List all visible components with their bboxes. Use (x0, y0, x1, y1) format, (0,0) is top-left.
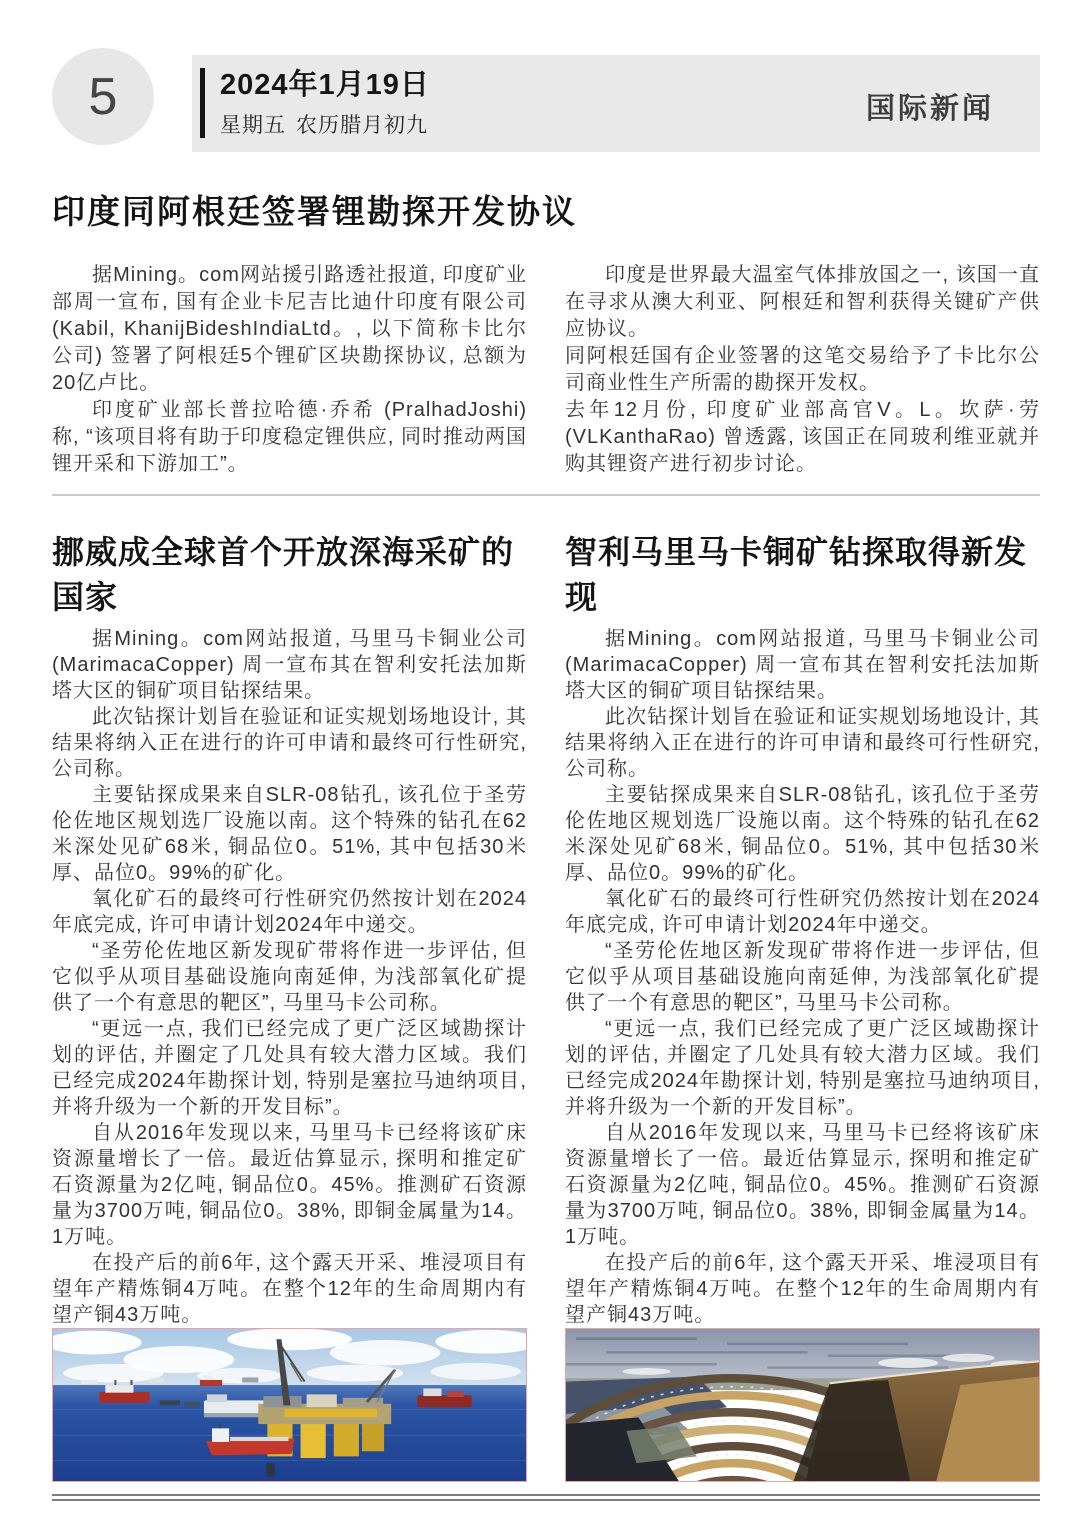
paragraph: “更远一点, 我们已经完成了更广泛区域勘探计划的评估, 并圈定了几处具有较大潜力区域。我们已经完成2024年勘探计划, 特别是塞拉马迪纳项目, 并将升级为一个新的开发目标”。 (565, 1018, 1040, 1118)
paragraph: 据Mining。com网站报道, 马里马卡铜业公司 (MarimacaCopper) 周一宣布其在智利安托法加斯塔大区的铜矿项目钻探结果。 (565, 628, 1040, 702)
article-lithium-title: 印度同阿根廷签署锂勘探开发协议 (52, 193, 577, 230)
page-number-badge (52, 48, 154, 145)
paragraph: 自从2016年发现以来, 马里马卡已经将该矿床资源量增长了一倍。最近估算显示, 探明和推定矿石资源量为2亿吨, 铜品位0。45%。推测矿石资源量为3700万吨, 铜品位0。38%, 即铜金属量为14。1万吨。 (52, 1122, 527, 1248)
paragraph: “圣劳伦佐地区新发现矿带将作进一步评估, 但它似乎从项目基础设施向南延伸, 为浅部氧化矿提供了一个有意思的靶区”, 马里马卡公司称。 (565, 940, 1040, 1014)
paragraph: 在投产后的前6年, 这个露天开采、堆浸项目有望年产精炼铜4万吨。在整个12年的生命周期内有望产铜43万吨。 (52, 1252, 527, 1326)
weekday-text: 星期五 (220, 114, 286, 137)
article-lithium-left-column (52, 262, 527, 478)
article-norway-title: 挪威成全球首个开放深海采矿的国家 (52, 534, 515, 615)
page-number: 5 (88, 67, 118, 126)
paragraph: 在投产后的前6年, 这个露天开采、堆浸项目有望年产精炼铜4万吨。在整个12年的生命周期内有望产铜43万吨。 (565, 1252, 1040, 1326)
paragraph: 主要钻探成果来自SLR-08钻孔, 该孔位于圣劳伦佐地区规划选厂设施以南。这个特殊的钻孔在62米深处见矿68米, 铜品位0。51%, 其中包括30米厚、品位0。99%的矿化。 (565, 784, 1040, 884)
date-block (200, 68, 430, 138)
page-header (192, 55, 1040, 152)
offshore-platform-illustration (53, 1329, 526, 1481)
paragraph: 同阿根廷国有企业签署的这笔交易给予了卡比尔公司商业性生产所需的勘探开发权。 (565, 345, 1040, 394)
page-content (52, 190, 1040, 1501)
lunar-date-text: 农历腊月初九 (296, 114, 428, 137)
article-chile-title: 智利马里马卡铜矿钻探取得新发现 (565, 534, 1028, 615)
article-chile-column (565, 530, 1040, 1482)
date-subline (220, 109, 430, 139)
paragraph: 此次钻探计划旨在验证和证实规划场地设计, 其结果将纳入正在进行的许可申请和最终可行性研究, 公司称。 (565, 706, 1040, 780)
section-divider (52, 494, 1040, 496)
paragraph: 印度矿业部长普拉哈德·乔希 (PralhadJoshi) 称, “该项目将有助于印度稳定锂供应, 同时推动两国锂开采和下游加工”。 (52, 399, 527, 475)
paragraph: 印度是世界最大温室气体排放国之一, 该国一直在寻求从澳大利亚、阿根廷和智利获得关键矿产供应协议。 (565, 264, 1040, 340)
article-norway-column (52, 530, 527, 1482)
date-text: 2024年1月19日 (220, 69, 430, 101)
section-title: 国际新闻 (865, 93, 994, 125)
lower-articles-row (52, 530, 1040, 1482)
paragraph: 主要钻探成果来自SLR-08钻孔, 该孔位于圣劳伦佐地区规划选厂设施以南。这个特殊的钻孔在62米深处见矿68米, 铜品位0。51%, 其中包括30米厚、品位0。99%的矿化。 (52, 784, 527, 884)
paragraph: 去年12月份, 印度矿业部高官V。L。坎萨·劳 (VLKanthaRao) 曾透露, 该国正在同玻利维亚就并购其锂资产进行初步讨论。 (565, 399, 1040, 475)
paragraph: 此次钻探计划旨在验证和证实规划场地设计, 其结果将纳入正在进行的许可申请和最终可行性研究, 公司称。 (52, 706, 527, 780)
paragraph: 据Mining。com网站报道, 马里马卡铜业公司 (MarimacaCopper) 周一宣布其在智利安托法加斯塔大区的铜矿项目钻探结果。 (52, 628, 527, 702)
paragraph: 氧化矿石的最终可行性研究仍然按计划在2024年底完成, 许可申请计划2024年中递交。 (565, 888, 1040, 936)
paragraph: “更远一点, 我们已经完成了更广泛区域勘探计划的评估, 并圈定了几处具有较大潜力区域。我们已经完成2024年勘探计划, 特别是塞拉马迪纳项目, 并将升级为一个新的开发目标”。 (52, 1018, 527, 1118)
article-lithium-right-column (565, 262, 1040, 478)
article-lithium-body (52, 262, 1040, 478)
open-pit-mine-photo (565, 1328, 1040, 1482)
paragraph: 自从2016年发现以来, 马里马卡已经将该矿床资源量增长了一倍。最近估算显示, 探明和推定矿石资源量为2亿吨, 铜品位0。45%。推测矿石资源量为3700万吨, 铜品位0。38%, 即铜金属量为14。1万吨。 (565, 1122, 1040, 1248)
paragraph: “圣劳伦佐地区新发现矿带将作进一步评估, 但它似乎从项目基础设施向南延伸, 为浅部氧化矿提供了一个有意思的靶区”, 马里马卡公司称。 (52, 940, 527, 1014)
open-pit-mine-illustration (566, 1329, 1039, 1481)
paragraph: 据Mining。com网站援引路透社报道, 印度矿业部周一宣布, 国有企业卡尼吉比迪什印度有限公司 (Kabil, KhanijBideshIndiaLtd。, 以下简称卡比尔公司) 签署了阿根廷5个锂矿区块勘探协议, 总额为20亿卢比。 (52, 264, 527, 394)
paragraph: 氧化矿石的最终可行性研究仍然按计划在2024年底完成, 许可申请计划2024年中递交。 (52, 888, 527, 936)
bottom-rule (52, 1494, 1040, 1501)
offshore-platform-photo (52, 1328, 527, 1482)
